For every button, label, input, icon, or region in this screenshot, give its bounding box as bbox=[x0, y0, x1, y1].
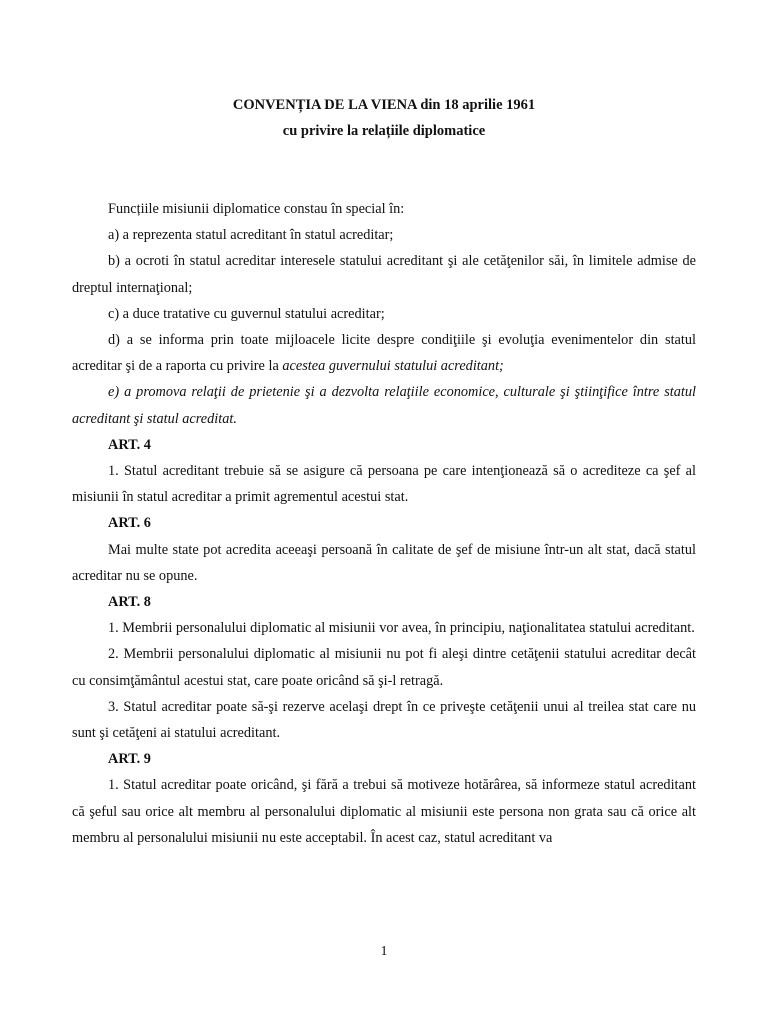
intro-paragraph: Funcțiile misiunii diplomatice constau în special în: bbox=[108, 201, 405, 217]
article-8-paragraph-2: 2. Membrii personalului diplomatic al misiunii nu pot fi aleşi dintre cetăţenii statului acreditar decât cu consimţământul acestui stat, care poate oricând să şi-l retragă. bbox=[72, 646, 696, 689]
list-item-b: b) a ocroti în statul acreditar interesele statului acreditant şi ale cetăţenilor săi, în limitele admise de dreptul internaţional; bbox=[72, 253, 696, 296]
list-item-d-text: d) a se informa prin toate mijloacele licite despre condiţiile şi evoluţia evenimentelor din statul acreditar şi de a raporta cu privire la bbox=[72, 332, 696, 375]
article-6-paragraph: Mai multe state pot acredita aceeaşi persoană în calitate de şef de misiune într-un alt stat, dacă statul acreditar nu se opune. bbox=[72, 541, 696, 584]
document-title: CONVENȚIA DE LA VIENA din 18 aprilie 1961 bbox=[232, 97, 536, 113]
article-4-paragraph-1: 1. Statul acreditant trebuie să se asigure că persoana pe care intenţionează să o acrediteze ca şef al misiunii în statul acreditar a primit agrementul acestui stat. bbox=[72, 463, 696, 506]
article-8-paragraph-3: 3. Statul acreditar poate să-şi rezerve acelaşi drept în ce priveşte cetăţenii unui al treilea stat care nu sunt şi cetăţeni ai statului acreditant. bbox=[72, 698, 696, 742]
title-block bbox=[0, 92, 768, 144]
list-item-a: a) a reprezenta statul acreditant în statul acreditar; bbox=[108, 227, 394, 244]
list-item-c: c) a duce tratative cu guvernul statului acreditar; bbox=[108, 305, 385, 322]
list-item-e: e) a promova relaţii de prietenie şi a dezvolta relaţiile economice, culturale şi ştiinţifice între statul acreditant şi statul acreditat. bbox=[72, 384, 696, 427]
list-item-d-italic: acestea guvernului statului acreditant; bbox=[282, 358, 504, 375]
article-4-heading: ART. 4 bbox=[108, 436, 151, 453]
document-subtitle: cu privire la relațiile diplomatice bbox=[282, 123, 486, 139]
article-9-heading: ART. 9 bbox=[108, 751, 151, 768]
article-8-heading: ART. 8 bbox=[108, 594, 151, 611]
article-8-paragraph-1: 1. Membrii personalului diplomatic al misiunii vor avea, în principiu, naţionalitatea statului acreditant. bbox=[108, 620, 695, 637]
article-6-heading: ART. 6 bbox=[108, 515, 151, 532]
list-item-d bbox=[72, 327, 696, 379]
article-9-paragraph-1: 1. Statul acreditar poate oricând, şi fără a trebui să motiveze hotărârea, să informeze statul acreditant că şeful sau orice alt membru al personalului diplomatic al misiunii este persona non grata sau că orice alt membru al personalului misiunii nu este acceptabil. În acest caz, statul acreditant va bbox=[72, 777, 696, 846]
document-body bbox=[72, 196, 696, 851]
page-number: 1 bbox=[380, 944, 388, 959]
